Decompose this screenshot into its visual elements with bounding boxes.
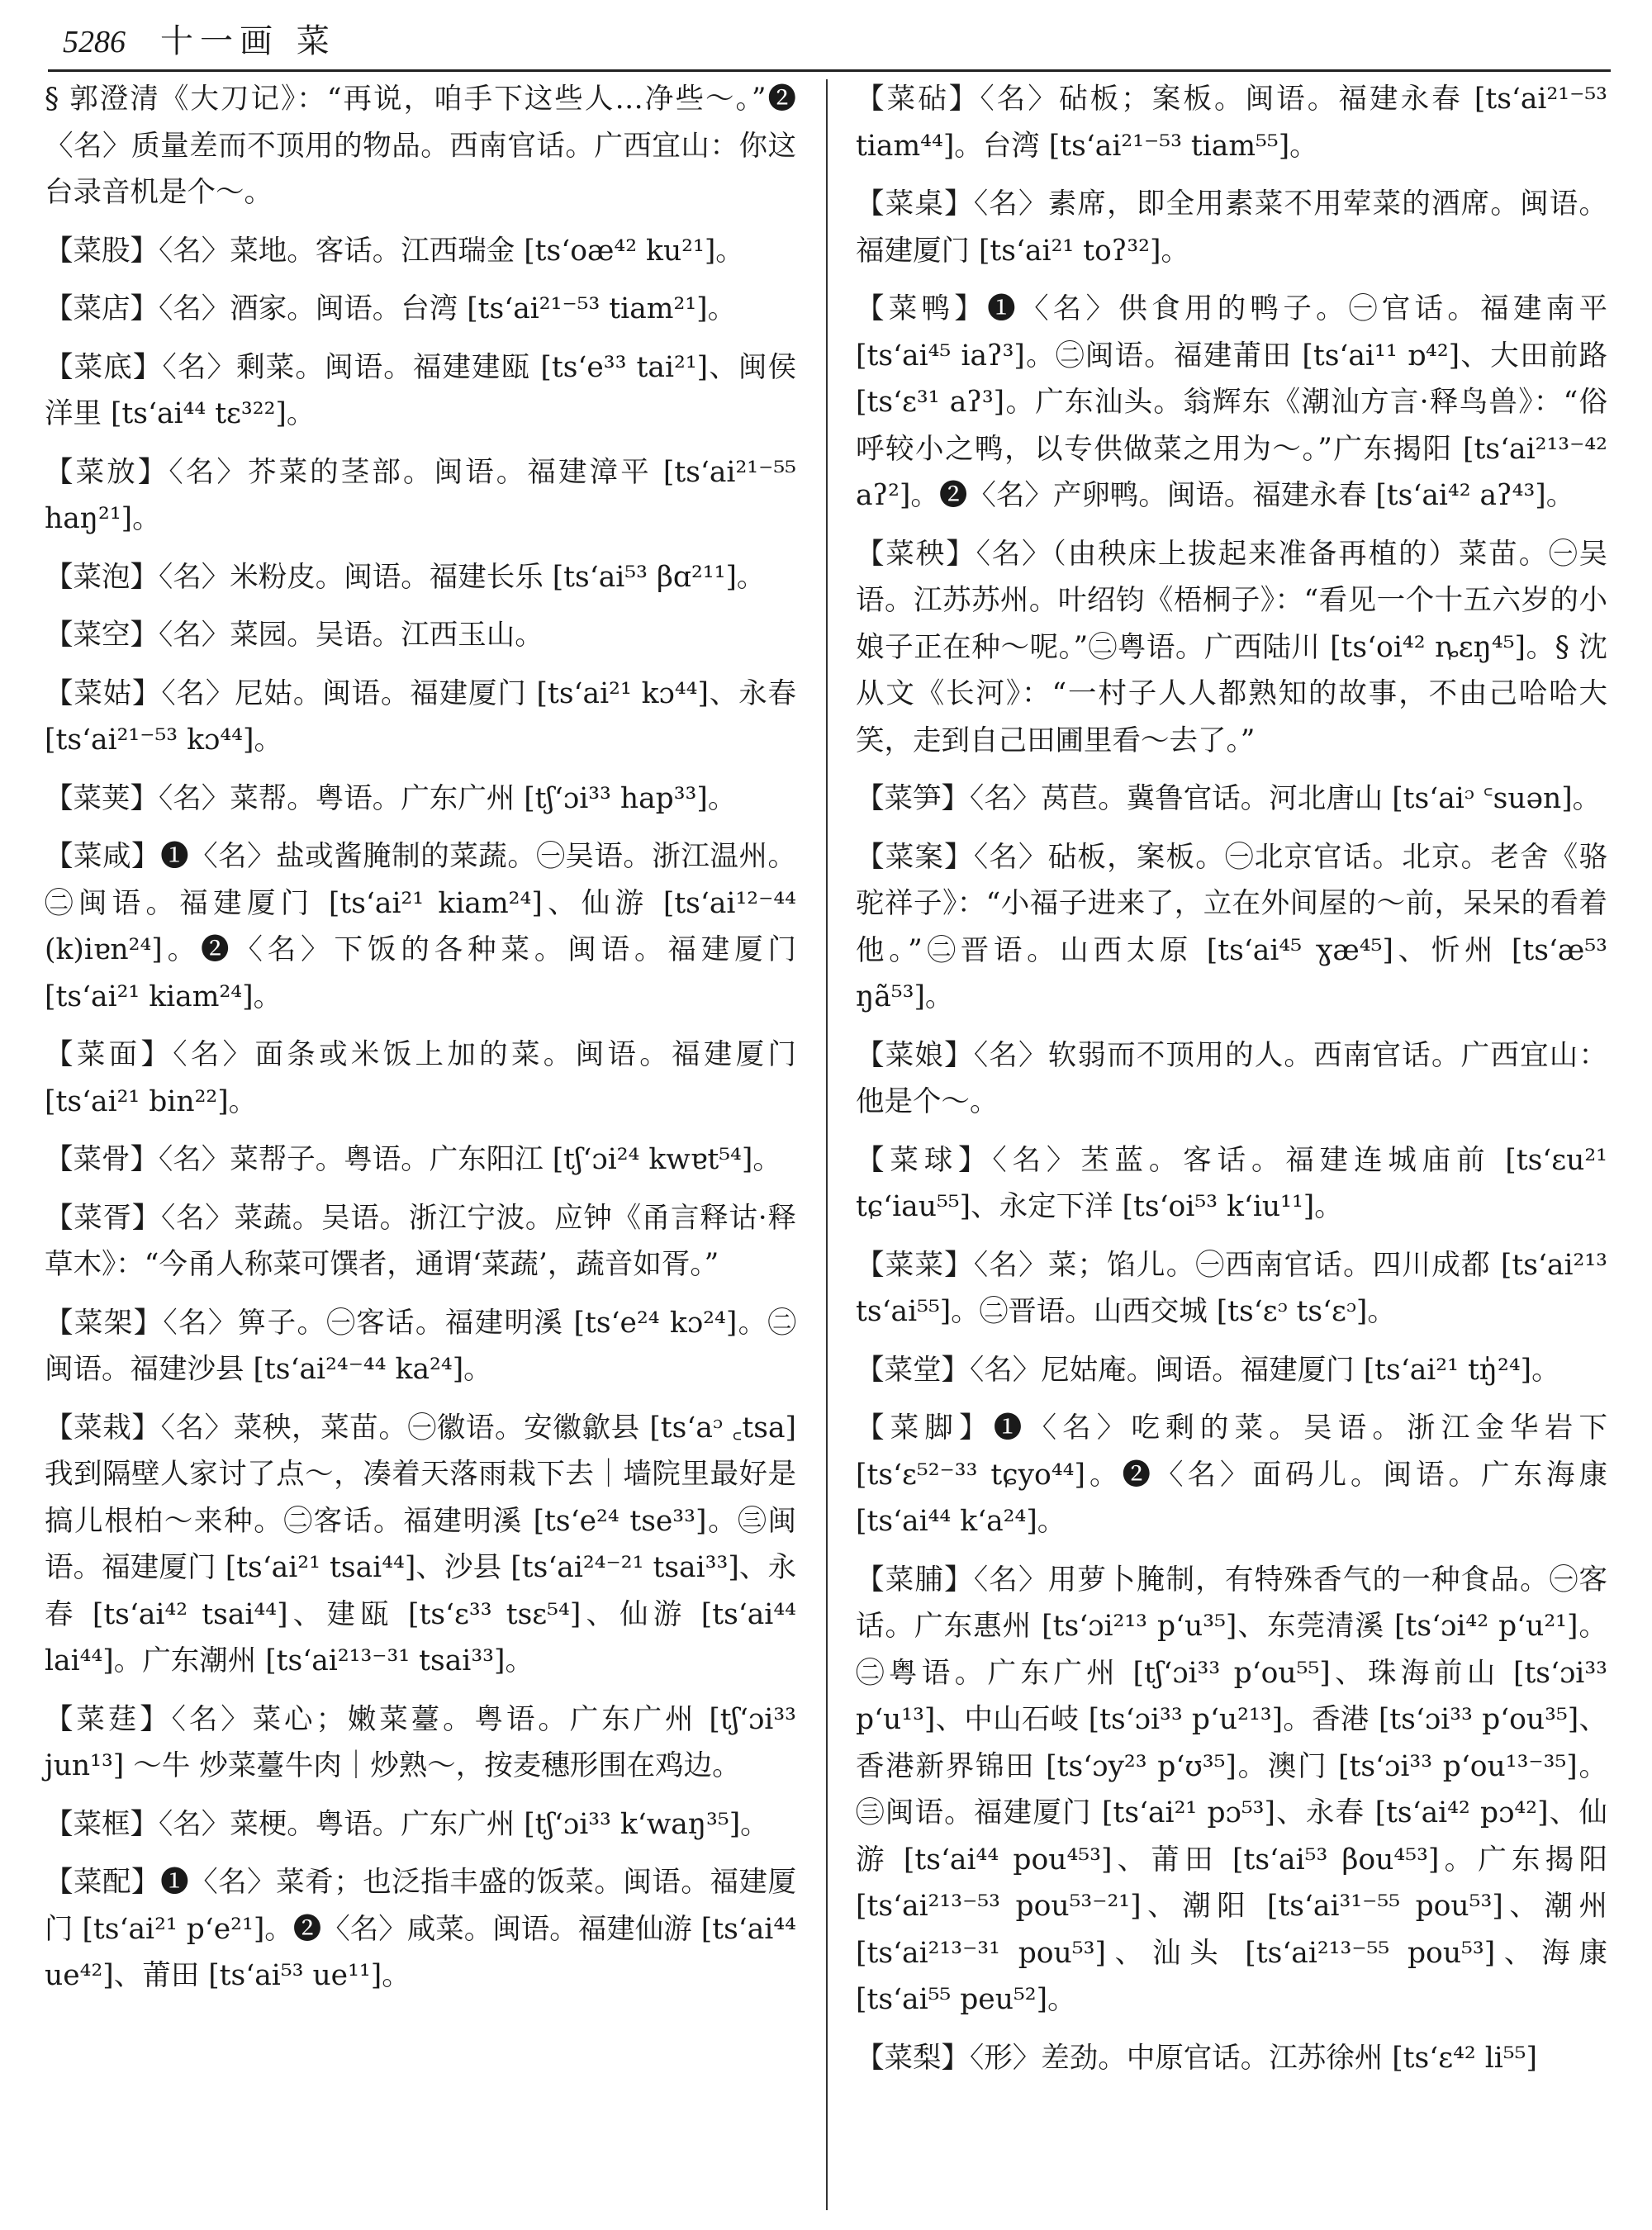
dictionary-entry: 【菜股】〈名〉菜地。客话。江西瑞金 [tsʻoæ⁴² ku²¹]。 — [45, 234, 744, 268]
dictionary-entry: 【菜咸】❶〈名〉盐或酱腌制的菜蔬。㊀吴语。浙江温州。㊁闽语。福建厦门 [tsʻai²¹ kiam²⁴]、仙游 [tsʻai¹²⁻⁴⁴ (k)iɐn²⁴]。❷〈名〉下饭的各种菜。闽语。福建厦门 [tsʻai²¹ kiam²⁴]。 — [45, 840, 796, 1013]
dictionary-entry: § 郭澄清《大刀记》：“再说，咱手下这些人…净些～。”❷〈名〉质量差而不顶用的物品。西南官话。广西宜山：你这台录音机是个～。 — [45, 83, 796, 209]
dictionary-entry: 【菜堂】〈名〉尼姑庵。闽语。福建厦门 [tsʻai²¹ tŋ̍²⁴]。 — [856, 1353, 1560, 1387]
dictionary-entry: 【菜店】〈名〉酒家。闽语。台湾 [tsʻai²¹⁻⁵³ tiam²¹]。 — [45, 292, 737, 325]
dictionary-entry: 【菜梨】〈形〉差劲。中原官话。江苏徐州 [tsʻɛ⁴² li⁵⁵] — [856, 2041, 1537, 2075]
dictionary-entry: 【菜姑】〈名〉尼姑。闽语。福建厦门 [tsʻai²¹ kɔ⁴⁴]、永春 [tsʻai²¹⁻⁵³ kɔ⁴⁴]。 — [45, 676, 796, 757]
dictionary-entry: 【菜菜】〈名〉菜；馅儿。㊀西南官话。四川成都 [tsʻai²¹³ tsʻai⁵⁵]。㊁晋语。山西交城 [tsʻɛᵓ tsʻɛᵓ]。 — [856, 1248, 1607, 1328]
page-number: 5286 — [63, 25, 126, 59]
dictionary-entry: 【菜骨】〈名〉菜帮子。粤语。广东阳江 [tʃʻɔi²⁴ kwɐt⁵⁴]。 — [45, 1143, 781, 1176]
dictionary-entry: 【菜秧】〈名〉（由秧床上拔起来准备再植的）菜苗。㊀吴语。江苏苏州。叶绍钧《梧桐子》：“看见一个十五六岁的小娘子正在种～呢。”㊁粤语。广西陆川 [tsʻoi⁴² ȵɛŋ⁴⁵]。§ 沈从文《长河》：“一村子人人都熟知的故事，不由己哈哈大笑，走到自己田圃里看～去了。” — [856, 537, 1607, 757]
page-header — [63, 18, 1607, 64]
dictionary-entry: 【菜砧】〈名〉砧板；案板。闽语。福建永春 [tsʻai²¹⁻⁵³ tiam⁴⁴]。台湾 [tsʻai²¹⁻⁵³ tiam⁵⁵]。 — [856, 83, 1607, 163]
dictionary-entry: 【菜娘】〈名〉软弱而不顶用的人。西南官话。广西宜山：他是个～。 — [856, 1038, 1607, 1118]
dictionary-entry: 【菜荚】〈名〉菜帮。粤语。广东广州 [tʃʻɔi³³ hap³³]。 — [45, 781, 737, 815]
dictionary-entry: 【菜空】〈名〉菜园。吴语。江西玉山。 — [45, 619, 544, 652]
section-title: 十一画 菜 — [160, 22, 336, 60]
dictionary-entry: 【菜面】〈名〉面条或米饭上加的菜。闽语。福建厦门 [tsʻai²¹ bin²²]。 — [45, 1038, 796, 1118]
dictionary-entry: 【菜莛】〈名〉菜心；嫩菜薹。粤语。广东广州 [tʃʻɔi³³ jun¹³] ～牛 炒菜薹牛肉｜炒熟～，按麦穗形围在鸡边。 — [45, 1702, 796, 1782]
dictionary-entry: 【菜笋】〈名〉莴苣。冀鲁官话。河北唐山 [tsʻaiᵓ ꜂suən]。 — [856, 782, 1602, 815]
dictionary-entry: 【菜鸭】❶〈名〉供食用的鸭子。㊀官话。福建南平 [tsʻai⁴⁵ iaʔ³]。㊁闽语。福建莆田 [tsʻai¹¹ ɒ⁴²]、大田前路 [tsʻɛ³¹ aʔ³]。广东汕头。翁辉东《潮汕方言·释鸟兽》：“俗呼较小之鸭，以专供做菜之用为～。”广东揭阳 [tsʻai²¹³⁻⁴² aʔ²]。❷〈名〉产卵鸭。闽语。福建永春 [tsʻai⁴² aʔ⁴³]。 — [856, 292, 1607, 512]
dictionary-entry: 【菜脚】❶〈名〉吃剩的菜。吴语。浙江金华岩下 [tsʻɛ⁵²⁻³³ tɕyo⁴⁴]。❷〈名〉面码儿。闽语。广东海康 [tsʻai⁴⁴ kʻa²⁴]。 — [856, 1412, 1607, 1538]
dictionary-entry: 【菜放】〈名〉芥菜的茎部。闽语。福建漳平 [tsʻai²¹⁻⁵⁵ haŋ²¹]。 — [45, 455, 796, 535]
left-column — [45, 76, 796, 2011]
dictionary-entry: 【菜底】〈名〉剩菜。闽语。福建建瓯 [tsʻe³³ tai²¹]、闽侯洋里 [tsʻai⁴⁴ tɛ³²²]。 — [45, 350, 796, 430]
dictionary-entry: 【菜架】〈名〉箅子。㊀客话。福建明溪 [tsʻe²⁴ kɔ²⁴]。㊁闽语。福建沙县 [tsʻai²⁴⁻⁴⁴ ka²⁴]。 — [45, 1306, 796, 1386]
dictionary-entry: 【菜脯】〈名〉用萝卜腌制，有特殊香气的一种食品。㊀客话。广东惠州 [tsʻɔi²¹³ pʻu³⁵]、东莞清溪 [tsʻɔi⁴² pʻu²¹]。㊁粤语。广东广州 [tʃʻɔi³³ pʻou⁵⁵]、珠海前山 [tsʻɔi³³ pʻu¹³]、中山石岐 [tsʻɔi³³ pʻu²¹³]。香港 [tsʻɔi³³ pʻou³⁵]、香港新界锦田 [tsʻɔy²³ pʻʊ³⁵]。澳门 [tsʻɔi³³ pʻou¹³⁻³⁵]。㊂闽语。福建厦门 [tsʻai²¹ pɔ⁵³]、永春 [tsʻai⁴² pɔ⁴²]、仙游 [tsʻai⁴⁴ pou⁴⁵³]、莆田 [tsʻai⁵³ βou⁴⁵³]。广东揭阳 [tsʻai²¹³⁻⁵³ pou⁵³⁻²¹]、潮阳 [tsʻai³¹⁻⁵⁵ pou⁵³]、潮州 [tsʻai²¹³⁻³¹ pou⁵³]、汕头 [tsʻai²¹³⁻⁵⁵ pou⁵³]、海康 [tsʻai⁵⁵ peu⁵²]。 — [856, 1563, 1607, 2016]
dictionary-entry: 【菜泡】〈名〉米粉皮。闽语。福建长乐 [tsʻai⁵³ βɑ²¹¹]。 — [45, 560, 766, 594]
dictionary-entry: 【菜胥】〈名〉菜蔬。吴语。浙江宁波。应钟《甬言释诂·释草木》：“今甬人称菜可馔者，通谓‘菜蔬’，蔬音如胥。” — [45, 1201, 796, 1281]
dictionary-entry: 【菜案】〈名〉砧板，案板。㊀北京官话。北京。老舍《骆驼祥子》：“小福子进来了，立在外间屋的～前，呆呆的看着他。”㊁晋语。山西太原 [tsʻai⁴⁵ ɣæ⁴⁵]、忻州 [tsʻæ⁵³ ŋã⁵³]。 — [856, 840, 1607, 1013]
right-column — [856, 76, 1607, 2093]
column-divider — [826, 79, 828, 2210]
dictionary-entry: 【菜桌】〈名〉素席，即全用素菜不用荤菜的酒席。闽语。福建厦门 [tsʻai²¹ toʔ³²]。 — [856, 187, 1607, 268]
dictionary-entry: 【菜配】❶〈名〉菜肴；也泛指丰盛的饭菜。闽语。福建厦门 [tsʻai²¹ pʻe²¹]。❷〈名〉咸菜。闽语。福建仙游 [tsʻai⁴⁴ ue⁴²]、莆田 [tsʻai⁵³ ue¹¹]。 — [45, 1866, 797, 1992]
dictionary-entry: 【菜球】〈名〉苤蓝。客话。福建连城庙前 [tsʻɛu²¹ tɕʻiau⁵⁵]、永定下洋 [tsʻoi⁵³ kʻiu¹¹]。 — [856, 1143, 1607, 1223]
header-rule — [48, 69, 1611, 72]
dictionary-entry: 【菜框】〈名〉菜梗。粤语。广东广州 [tʃʻɔi³³ kʻwaŋ³⁵]。 — [45, 1807, 769, 1841]
dictionary-entry: 【菜栽】〈名〉菜秧，菜苗。㊀徽语。安徽歙县 [tsʻaᵓ ꜀tsa] 我到隔壁人家讨了点～，凑着天落雨栽下去｜墙院里最好是搞儿根柏～来种。㊁客话。福建明溪 [tsʻe²⁴ tse³³]。㊂闽语。福建厦门 [tsʻai²¹ tsai⁴⁴]、沙县 [tsʻai²⁴⁻²¹ tsai³³]、永春 [tsʻai⁴² tsai⁴⁴]、建瓯 [tsʻɛ³³ tsɛ⁵⁴]、仙游 [tsʻai⁴⁴ lai⁴⁴]。广东潮州 [tsʻai²¹³⁻³¹ tsai³³]。 — [45, 1411, 796, 1677]
